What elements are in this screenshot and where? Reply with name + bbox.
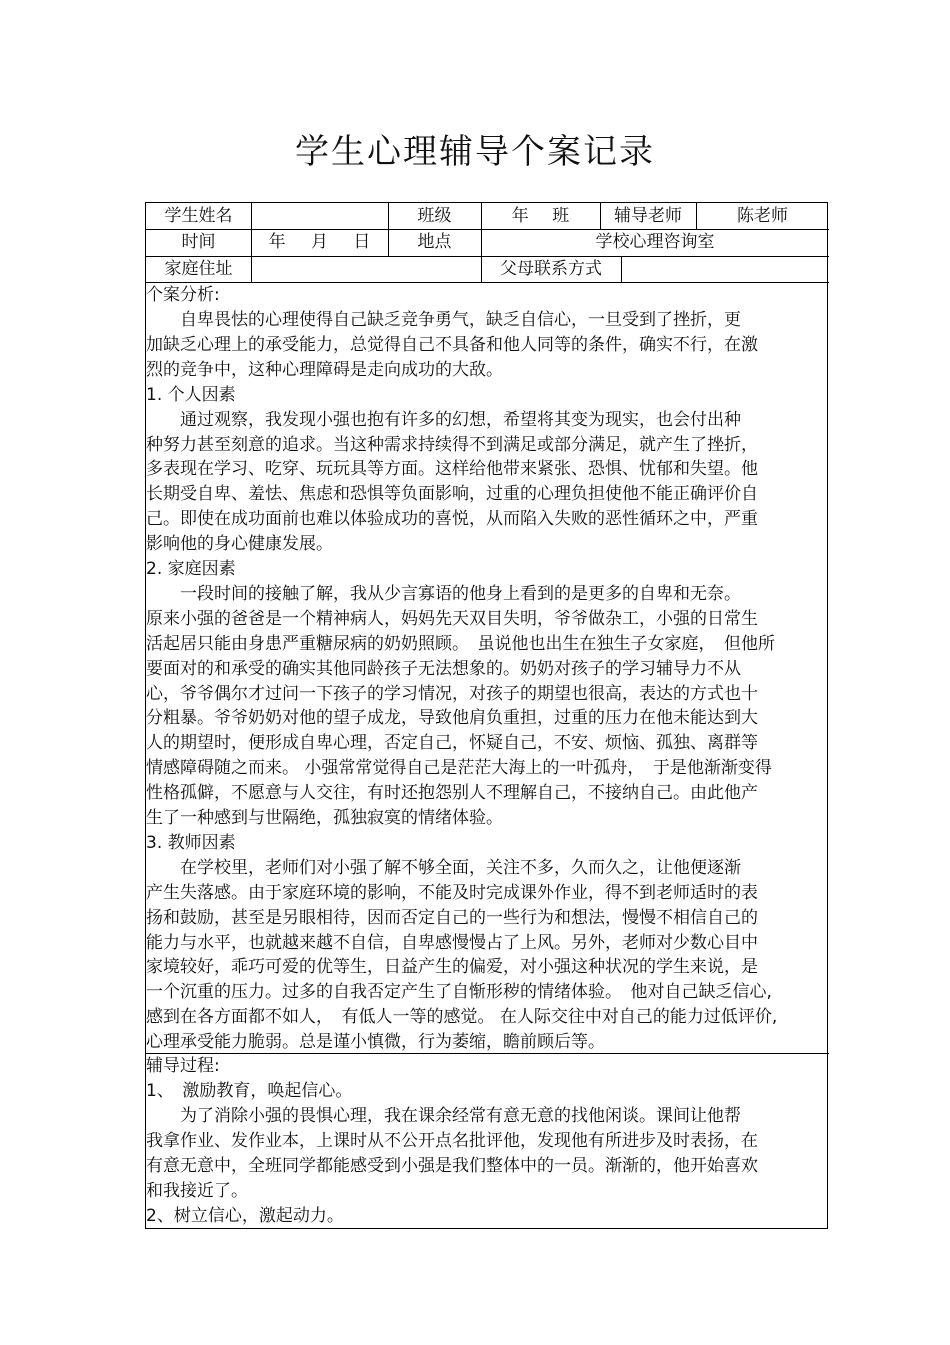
process-line: 为了消除小强的畏惧心理，我在课余经常有意无意的找他闲谈。课间让他帮 xyxy=(146,1105,741,1126)
process-line: 有意无意中，全班同学都能感受到小强是我们整体中的一员。渐渐的，他开始喜欢 xyxy=(146,1155,758,1176)
teacher-label: 辅导老师 xyxy=(614,206,682,226)
analysis-line: 种努力甚至刻意的追求。当这种需求持续得不到满足或部分满足，就产生了挫折， xyxy=(146,434,758,455)
analysis-line: 己。即使在成功面前也难以体验成功的喜悦，从而陷入失败的恶性循环之中，严重 xyxy=(146,509,758,530)
analysis-heading: 个案分析: xyxy=(146,285,220,305)
analysis-line: 原来小强的爸爸是一个精神病人，妈妈先天双目失明，爷爷做杂工，小强的日常生 xyxy=(146,608,758,629)
analysis-line: 产生失落感。由于家庭环境的影响，不能及时完成课外作业，得不到老师适时的表 xyxy=(146,882,758,903)
address-label: 家庭住址 xyxy=(164,259,233,279)
place-value: 学校心理咨询室 xyxy=(595,232,715,252)
process-section xyxy=(146,1054,829,1229)
contact-label: 父母联系方式 xyxy=(500,259,602,279)
class-value: 年 班 xyxy=(511,206,570,226)
class-label: 班级 xyxy=(417,206,452,226)
page-title: 学生心理辅导个案记录 xyxy=(295,132,655,172)
analysis-line: 2. 家庭因素 xyxy=(146,559,236,579)
table-rule xyxy=(621,256,622,282)
student-name-label: 学生姓名 xyxy=(164,206,233,226)
analysis-line: 生了一种感到与世隔绝，孤独寂寞的情绪体验。 xyxy=(146,808,503,828)
analysis-line: 通过观察，我发现小强也抱有许多的幻想，希望将其变为现实，也会付出种 xyxy=(146,409,741,430)
analysis-line: 自卑畏怯的心理使得自己缺乏竞争勇气，缺乏自信心，一旦受到了挫折，更 xyxy=(146,310,741,330)
record-table xyxy=(145,202,828,1229)
process-line: 1、 激励教育，唤起信心。 xyxy=(146,1081,353,1101)
analysis-line: 要面对的和承受的确实其他同龄孩子无法想象的。奶奶对孩子的学习辅导力不从 xyxy=(146,658,741,679)
analysis-line: 心理承受能力脆弱。总是谨小慎微，行为萎缩，瞻前顾后等。 xyxy=(146,1032,605,1053)
teacher-value: 陈老师 xyxy=(737,206,788,226)
analysis-line: 人的期望时，便形成自卑心理，否定自己，怀疑自己，不安、烦恼、孤独、离群等 xyxy=(146,733,758,754)
analysis-section xyxy=(146,283,829,1053)
analysis-line: 多表现在学习、吃穿、玩玩具等方面。这样给他带来紧张、恐惧、忧郁和失望。他 xyxy=(146,459,758,480)
analysis-line: 性格孤僻，不愿意与人交往，有时还抱怨别人不理解自己，不接纳自己。由此他产 xyxy=(146,783,758,804)
analysis-line: 一段时间的接触了解，我从少言寡语的他身上看到的是更多的自卑和无奈。 xyxy=(146,583,741,604)
process-line: 我拿作业、发作业本，上课时从不公开点名批评他，发现他有所进步及时表扬，在 xyxy=(146,1130,758,1151)
analysis-line: 分粗暴。爷爷奶奶对他的望子成龙，导致他肩负重担，过重的压力在他未能达到大 xyxy=(146,708,758,729)
process-line: 2、树立信心，激起动力。 xyxy=(146,1205,344,1226)
analysis-line: 一个沉重的压力。过多的自我否定产生了自惭形秽的情绪体验。 他对自己缺乏信心, xyxy=(146,982,772,1003)
process-line: 和我接近了。 xyxy=(146,1180,248,1201)
analysis-line: 能力与水平，也就越来越不自信，自卑感慢慢占了上风。另外，老师对少数心目中 xyxy=(146,932,758,953)
analysis-line: 扬和鼓励，甚至是另眼相待，因而否定自己的一些行为和想法，慢慢不相信自己的 xyxy=(146,907,758,928)
place-label: 地点 xyxy=(417,232,452,252)
process-heading: 辅导过程: xyxy=(146,1056,220,1076)
analysis-line: 长期受自卑、羞怯、焦虑和恐惧等负面影响，过重的心理负担使他不能正确评价自 xyxy=(146,484,758,505)
analysis-line: 感到在各方面都不如人， 有低人一等的感觉。 在人际交往中对自己的能力过低评价, xyxy=(146,1007,778,1028)
analysis-line: 家境较好，乖巧可爱的优等生，日益产生的偏爱，对小强这种状况的学生来说，是 xyxy=(146,957,758,978)
analysis-line: 情感障碍随之而来。 小强常常觉得自己是茫茫大海上的一叶孤舟， 于是他渐渐变得 xyxy=(146,758,772,779)
analysis-line: 心，爷爷偶尔才过问一下孩子的学习情况，对孩子的期望也很高，表达的方式也十 xyxy=(146,683,758,704)
analysis-line: 影响他的身心健康发展。 xyxy=(146,534,333,555)
analysis-line: 在学校里，老师们对小强了解不够全面，关注不多，久而久之，让他便逐渐 xyxy=(146,857,741,878)
analysis-line: 烈的竞争中，这种心理障碍是走向成功的大敌。 xyxy=(146,359,503,380)
analysis-line: 活起居只能由身患严重糖尿病的奶奶照顾。 虽说他也出生在独生子女家庭， 但他所 xyxy=(146,633,775,654)
analysis-line: 加缺乏心理上的承受能力，总觉得自己不具备和他人同等的条件，确实不行，在激 xyxy=(146,334,758,355)
time-value: 年 月 日 xyxy=(268,232,371,252)
time-label: 时间 xyxy=(181,232,216,252)
analysis-line: 3. 教师因素 xyxy=(146,832,236,853)
analysis-line: 1. 个人因素 xyxy=(146,384,236,405)
